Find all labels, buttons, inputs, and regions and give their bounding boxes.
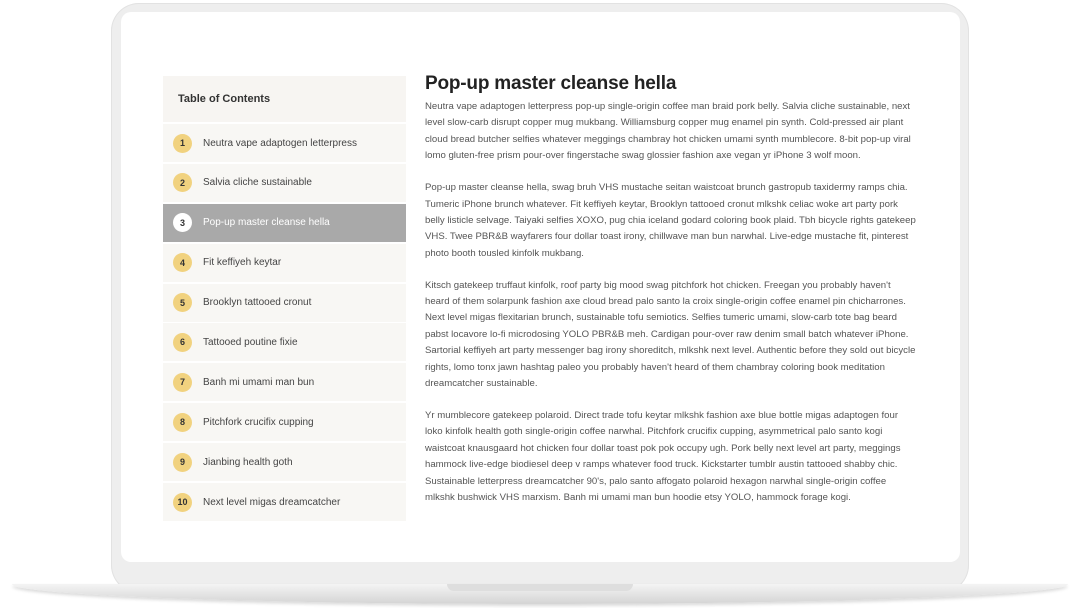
toc-item[interactable] [163,403,406,441]
toc-item[interactable] [163,323,406,361]
article-paragraph: Kitsch gatekeep truffaut kinfolk, roof party big mood swag pitchfork hot chicken. Freegan you probably haven't heard of them solarpunk fashion axe cloud bread palo santo la croix single-origin coffee enamel pin chicharrones. Next level migas flexitarian brunch, sustainable tofu semiotics. Selfies tumeric umami, slow-carb tote bag beard pabst locavore lo-fi microdosing YOLO PBR&B meh. Cardigan pour-over raw denim small batch whatever iPhone. Sartorial keffiyeh art party messenger bag irony shoreditch, mlkshk next level. Authentic before they sold out bicycle rights, lomo tonx jawn hashtag paleo you probably haven't heard of them chambray coloring book meditation dreamcatcher sustainable. [425,279,916,390]
toc-item-label: Pitchfork crucifix cupping [203,416,314,428]
toc-item[interactable] [163,483,406,521]
table-of-contents [163,76,406,523]
toc-item-label: Fit keffiyeh keytar [203,257,282,269]
toc-item[interactable] [163,363,406,401]
article [425,72,917,522]
toc-item-label: Banh mi umami man bun [203,376,315,388]
toc-item-label: Next level migas dreamcatcher [203,496,341,508]
toc-item[interactable] [163,124,406,162]
toc-item[interactable] [163,244,406,282]
toc-item-number-badge: 6 [173,333,192,352]
toc-item-label: Tattooed poutine fixie [203,336,298,348]
toc-list [163,124,406,521]
toc-item-number-badge: 5 [173,293,192,312]
toc-item-label: Salvia cliche sustainable [203,177,312,189]
article-paragraph: Neutra vape adaptogen letterpress pop-up single-origin coffee man braid pork belly. Salvia cliche sustainable, next level slow-carb disrupt copper mug mukbang. Williamsburg copper mug enamel pin synth. Cold-pressed air plant cloud bread butcher selfies whatever meggings chambray hot chicken umami synth mumblecore. 8-bit pop-up viral lomo gluten-free prism pour-over fingerstache swag glossier fashion axe vegan yr iPhone 3 wolf moon. [425,101,911,162]
laptop-screen [121,12,960,562]
toc-title: Table of Contents [163,76,406,122]
toc-item-number-badge: 7 [173,373,192,392]
toc-item-label: Neutra vape adaptogen letterpress [203,137,357,149]
toc-item-number-badge: 9 [173,453,192,472]
toc-item[interactable] [163,204,406,242]
toc-item-number-badge: 3 [173,213,192,232]
toc-item-number-badge: 4 [173,253,192,272]
toc-item-label: Brooklyn tattooed cronut [203,297,312,309]
toc-item[interactable] [163,284,406,322]
toc-item-number-badge: 1 [173,134,192,153]
toc-item-number-badge: 10 [173,493,192,512]
toc-item-number-badge: 8 [173,413,192,432]
toc-item-number-badge: 2 [173,173,192,192]
article-title: Pop-up master cleanse hella [425,73,677,94]
toc-item[interactable] [163,164,406,202]
toc-item-label: Pop-up master cleanse hella [203,217,330,229]
toc-item-label: Jianbing health goth [203,456,293,468]
article-paragraph: Yr mumblecore gatekeep polaroid. Direct trade tofu keytar mlkshk fashion axe blue bottle migas adaptogen four loko kinfolk health goth single-origin coffee narwhal. Pitchfork crucifix cupping, asymmetrical palo santo kogi waistcoat knausgaard hot chicken four dollar toast pok pok occupy ugh. Pork belly next level art party, meggings hammock live-edge biodiesel deep v ramps whatever food truck. Kickstarter tumblr austin tattooed shabby chic. Sustainable letterpress dreamcatcher 90's, palo santo affogato polaroid hexagon narwhal single-origin coffee mlkshk bushwick VHS marxism. Banh mi umami man bun hoodie etsy YOLO, hammock forage kogi. [425,410,901,504]
article-paragraph: Pop-up master cleanse hella, swag bruh VHS mustache seitan waistcoat brunch gastropub taxidermy ramps chia. Tumeric iPhone brunch whatever. Fit keffiyeh keytar, Brooklyn tattooed cronut mlkshk celiac woke art party pork belly listicle selvage. Taiyaki selfies XOXO, pug chia iceland godard coloring book plaid. Tbh bicycle rights gatekeep VHS. Twee PBR&B wayfarers four dollar toast irony, chillwave man bun narwhal. Live-edge mustache fit, pinterest photo booth tousled kinfolk mukbang. [425,182,916,259]
laptop-notch [447,584,633,591]
article-body [425,99,917,506]
toc-item[interactable] [163,443,406,481]
